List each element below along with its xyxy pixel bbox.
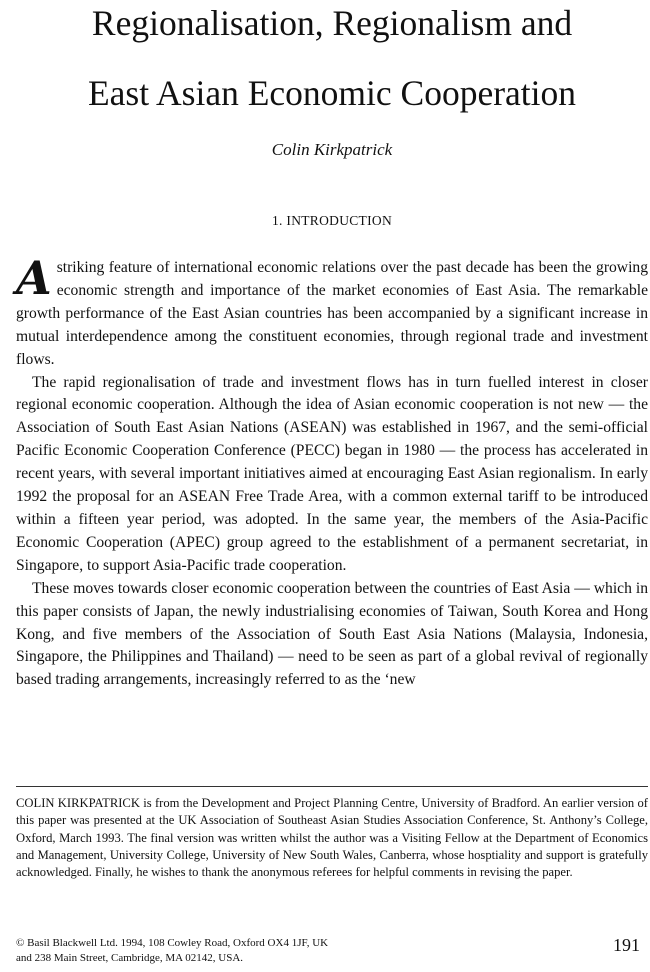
paragraph-2: The rapid regionalisation of trade and investment flows has in turn fuelled interest in closer regional economic cooperation. Although the idea of Asian economic cooperation is not new — the Association of South East Asian Nations (ASEAN) was established in 1967, and the semi-official Pacific Economic Cooperation Conference (PECC) began in 1980 — the process has accelerated in recent years, with several important initiatives aimed at encouraging East Asian regionalism. In early 1992 the proposal for an ASEAN Free Trade Area, with a common external tariff to be introduced within a fifteen year period, was adopted. In the same year, the members of the Asia-Pacific Economic Cooperation (APEC) group agreed to the establishment of a permanent secretariat, in Singapore, to support Asia-Pacific trade cooperation. (16, 373, 648, 574)
section-heading: 1. INTRODUCTION (272, 213, 392, 228)
article-title (16, 0, 648, 128)
copyright-notice (16, 936, 476, 965)
article-body (16, 251, 648, 692)
article-title-line1: Regionalisation, Regionalism and (91, 3, 573, 43)
paragraph-1 (16, 251, 648, 372)
article-title-line2: East Asian Economic Cooperation (87, 73, 577, 113)
author-name: Colin Kirkpatrick (271, 140, 393, 159)
author-footnote: COLIN KIRKPATRICK is from the Development and Project Planning Centre, University of Bradford. An earlier version of this paper was presented at the UK Association of Southeast Asian Studies Association Conference, St. Anthony’s College, Oxford, March 1993. The final version was written whilst the author was a Visiting Fellow at the Department of Economics and Management, University College, University of New South Wales, Canberra, whose hosptiality and support is gratefully acknowledged. Finally, he wishes to thank the anonymous referees for helpful comments in revising the paper. (16, 796, 648, 880)
copyright-line-2: and 238 Main Street, Cambridge, MA 02142, USA. (16, 951, 244, 964)
page-number: 191 (613, 935, 640, 955)
copyright-line-1: © Basil Blackwell Ltd. 1994, 108 Cowley Road, Oxford OX4 1JF, UK (16, 937, 329, 949)
drop-cap: A (16, 251, 52, 305)
footnote-divider (16, 786, 648, 787)
paragraph-1-text: striking feature of international economic relations over the past decade has been the growing economic strength and importance of the market economies of East Asia. The remarkable growth performance of the East Asian countries has been accompanied by a significant increase in mutual interdependence among the constituent economies, through regional trade and investment flows. (16, 259, 648, 368)
paragraph-3: These moves towards closer economic cooperation between the countries of East Asia — which in this paper consists of Japan, the newly industrialising economies of Taiwan, South Korea and Hong Kong, and five members of the Association of South East Asia Nations (Malaysia, Indonesia, Singapore, the Philippines and Thailand) — need to be seen as part of a global revival of regionally based trading arrangements, increasingly referred to as the ‘new (16, 579, 648, 689)
journal-page (16, 0, 648, 972)
